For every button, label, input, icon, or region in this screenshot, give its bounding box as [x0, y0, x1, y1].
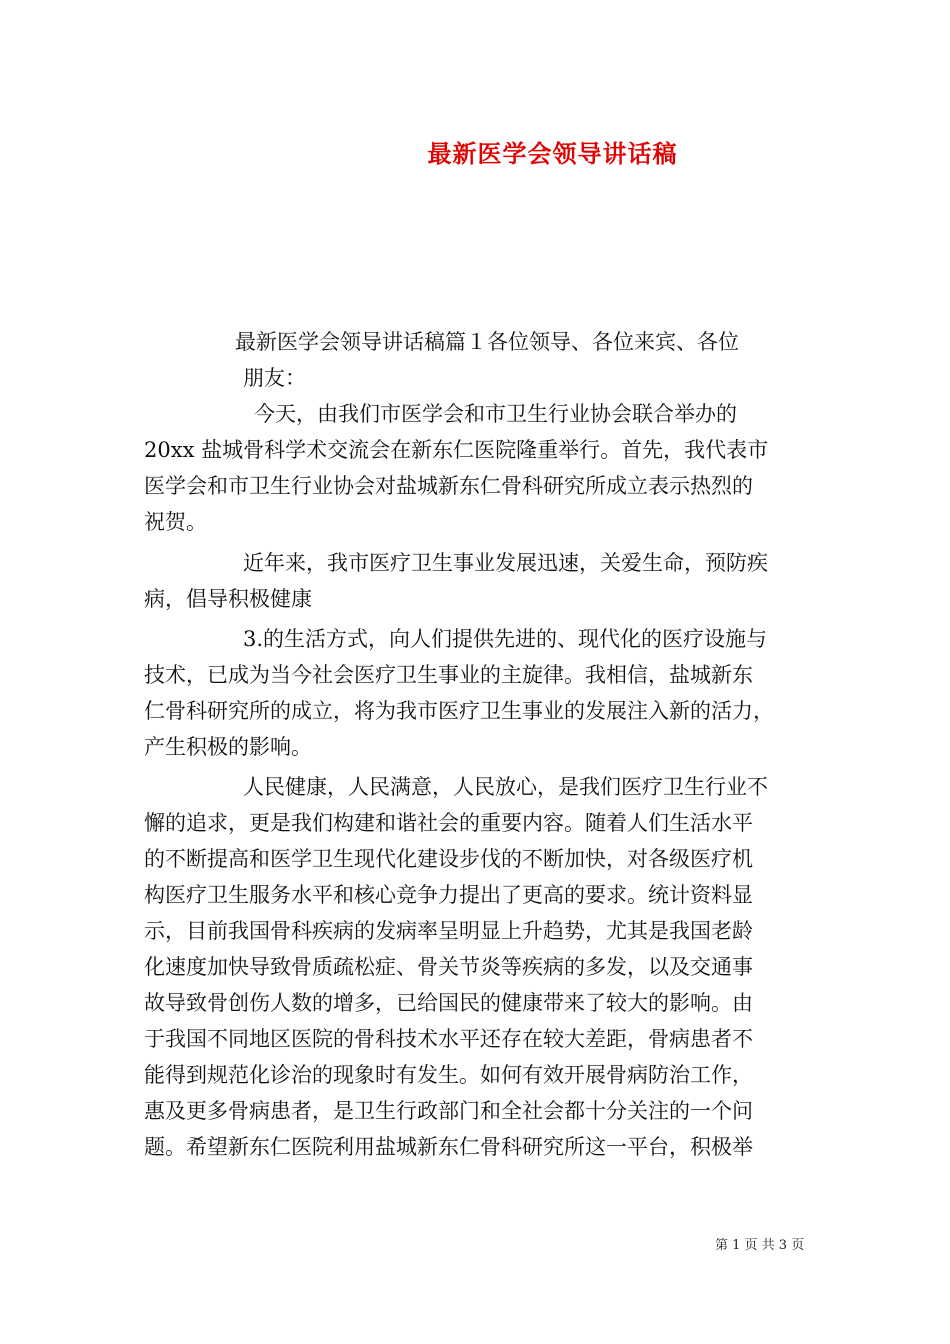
page-indicator: 第 1 页 共 3 页 — [715, 1238, 805, 1253]
text-line: 仁骨科研究所的成立，将为我市医疗卫生事业的发展注入新的活力， — [144, 699, 774, 723]
text-line: 祝贺。 — [144, 510, 207, 534]
text-line: 技术，已成为当今社会医疗卫生事业的主旋律。我相信，盐城新东 — [144, 663, 753, 687]
text-line: 构医疗卫生服务水平和核心竞争力提出了更高的要求。统计资料显 — [144, 883, 753, 907]
text-line: 病，倡导积极健康 — [144, 587, 312, 611]
text-line: 懈的追求，更是我们构建和谐社会的重要内容。随着人们生活水平 — [144, 811, 753, 835]
text-line: 题。希望新东仁医院利用盐城新东仁骨科研究所这一平台，积极举 — [144, 1135, 753, 1159]
text-line: 产生积极的影响。 — [144, 735, 312, 759]
text-line: 朋友： — [243, 366, 306, 390]
text-line: 最新医学会领导讲话稿篇１各位领导、各位来宾、各位 — [235, 330, 739, 354]
text-line: 于我国不同地区医院的骨科技术水平还存在较大差距，骨病患者不 — [144, 1027, 753, 1051]
text-line: 3.的生活方式，向人们提供先进的、现代化的医疗设施与 — [243, 627, 768, 651]
text-line: 示，目前我国骨科疾病的发病率呈明显上升趋势，尤其是我国老龄 — [144, 919, 753, 943]
text-line: 今天，由我们市医学会和市卫生行业协会联合举办的 — [254, 402, 737, 426]
text-line: 能得到规范化诊治的现象时有发生。如何有效开展骨病防治工作， — [144, 1063, 753, 1087]
text-line: 人民健康，人民满意，人民放心，是我们医疗卫生行业不 — [243, 775, 768, 799]
text-line: 的不断提高和医学卫生现代化建设步伐的不断加快，对各级医疗机 — [144, 847, 753, 871]
text-line: 惠及更多骨病患者，是卫生行政部门和全社会都十分关注的一个问 — [144, 1099, 753, 1123]
text-line: 20xx 盐城骨科学术交流会在新东仁医院隆重举行。首先，我代表市 — [144, 438, 769, 462]
text-line: 故导致骨创伤人数的增多，已给国民的健康带来了较大的影响。由 — [144, 991, 753, 1015]
document-title: 最新医学会领导讲话稿 — [427, 139, 678, 168]
text-line: 医学会和市卫生行业协会对盐城新东仁骨科研究所成立表示热烈的 — [144, 474, 753, 498]
text-line: 近年来，我市医疗卫生事业发展迅速，关爱生命，预防疾 — [243, 551, 768, 575]
text-line: 化速度加快导致骨质疏松症、骨关节炎等疾病的多发，以及交通事 — [144, 955, 753, 979]
